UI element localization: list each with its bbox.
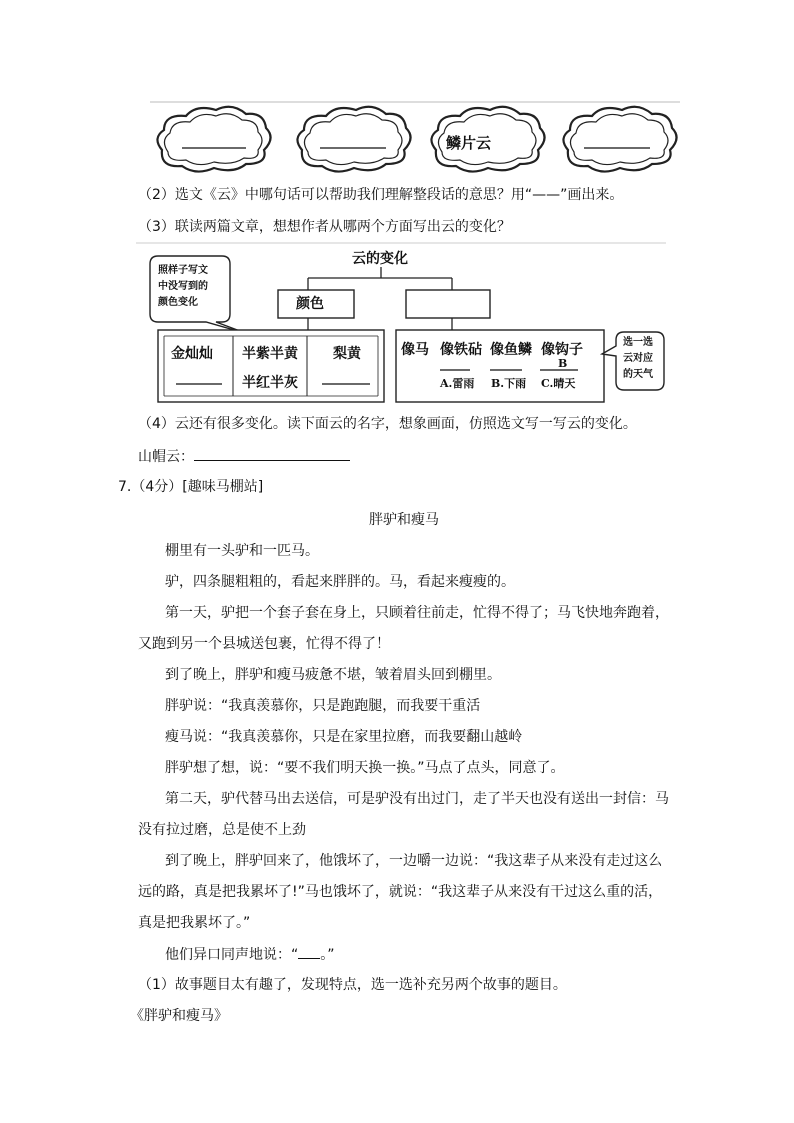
story-line-9: 第二天，驴代替马出去送信，可是驴没有出过门，走了半天也没有送出一封信：马 — [165, 791, 669, 807]
speech-note-line-1: 照样子写文 — [158, 265, 208, 276]
color-item-2a: 半紫半黄 — [242, 346, 298, 362]
branch-color-label: 颜色 — [296, 296, 324, 312]
story-line-11: 到了晚上，胖驴回来了，他饿坏了，一边嚼一边说：“我这辈子从来没有走过这么 — [165, 853, 663, 869]
speech-note — [158, 263, 208, 311]
story-line-4: 又跑到另一个县城送包裹，忙得不得了！ — [138, 636, 390, 652]
clouds-illustration — [150, 100, 680, 180]
shape-item-1: 像马 — [401, 342, 429, 358]
weather-option-c: C.晴天 — [541, 377, 576, 390]
cloud-3-label: 鳞片云 — [446, 134, 492, 152]
story-line-13: 真是把我累坏了。” — [138, 915, 251, 931]
shape-item-4: 像钩子 — [541, 342, 583, 358]
shape-answer-fill: B — [558, 357, 568, 370]
speech-note-line-3: 颜色变化 — [158, 297, 198, 308]
story-line-6: 胖驴说：“我真羡慕你，只是跑跑腿，而我要干重活 — [165, 698, 481, 714]
branch-shape-box — [406, 290, 490, 318]
q4-answer-row — [138, 446, 350, 467]
weather-note-line-2: 云对应 — [623, 353, 653, 364]
story-line-1: 棚里有一头驴和一匹马。 — [165, 543, 319, 559]
weather-note-line-3: 的天气 — [623, 369, 653, 380]
weather-note — [623, 335, 653, 383]
weather-option-b: B.下雨 — [491, 377, 527, 390]
color-item-1: 金灿灿 — [171, 346, 213, 362]
color-item-3: 梨黄 — [333, 346, 361, 362]
question-4: （4）云还有很多变化。读下面云的名字，想象画面，仿照选文写一写云的变化。 — [138, 416, 637, 432]
diagram-root-label: 云的变化 — [352, 251, 408, 267]
sub-question-1: （1）故事题目太有趣了，发现特点，选一选补充另两个故事的题目。 — [138, 977, 567, 993]
story-title: 胖驴和瘦马 — [369, 512, 439, 528]
story-line-3: 第一天，驴把一个套子套在身上，只顾着往前走，忙得不得了；马飞快地奔跑着， — [165, 605, 669, 621]
story-line-7: 瘦马说：“我真羡慕你，只是在家里拉磨，而我要翻山越岭 — [165, 729, 523, 745]
story-together-post: 。” — [320, 947, 335, 963]
story-together-line — [165, 944, 335, 965]
cloud-4 — [563, 107, 676, 172]
weather-note-line-1: 选一选 — [623, 337, 653, 348]
story-together-pre: 他们异口同声地说：“ — [165, 947, 299, 963]
story-line-2: 驴，四条腿粗粗的，看起来胖胖的。马，看起来瘦瘦的。 — [165, 574, 515, 590]
story-line-12: 远的路，真是把我累坏了!”马也饿坏了，就说：“我这辈子从来没有干过这么重的活， — [138, 884, 663, 900]
question-3: （3）联读两篇文章，想想作者从哪两个方面写出云的变化？ — [138, 219, 511, 235]
speech-note-line-2: 中没写到的 — [158, 281, 208, 292]
cloud-2 — [297, 107, 410, 172]
story-line-5: 到了晚上，胖驴和瘦马疲惫不堪，皱着眉头回到棚里。 — [165, 667, 501, 683]
question-7-header: 7.（4分）[趣味马棚站] — [118, 479, 264, 495]
story-line-8: 胖驴想了想，说：“要不我们明天换一换。”马点了点头，同意了。 — [165, 760, 565, 776]
weather-option-a: A.雷雨 — [440, 377, 475, 390]
shape-item-3: 像鱼鳞 — [490, 342, 532, 358]
color-item-2b: 半红半灰 — [242, 375, 298, 391]
sub-question-1-title: 《胖驴和瘦马》 — [130, 1008, 228, 1024]
story-line-10: 没有拉过磨，总是使不上劲 — [138, 822, 306, 838]
q4-answer-blank[interactable] — [194, 446, 350, 461]
cloud-1 — [157, 107, 270, 172]
shape-item-2: 像铁砧 — [440, 342, 482, 358]
story-together-blank[interactable] — [298, 944, 320, 959]
q4-label: 山帽云： — [138, 449, 194, 465]
question-2: （2）选文《云》中哪句话可以帮助我们理解整段话的意思？用“——”画出来。 — [138, 187, 624, 203]
